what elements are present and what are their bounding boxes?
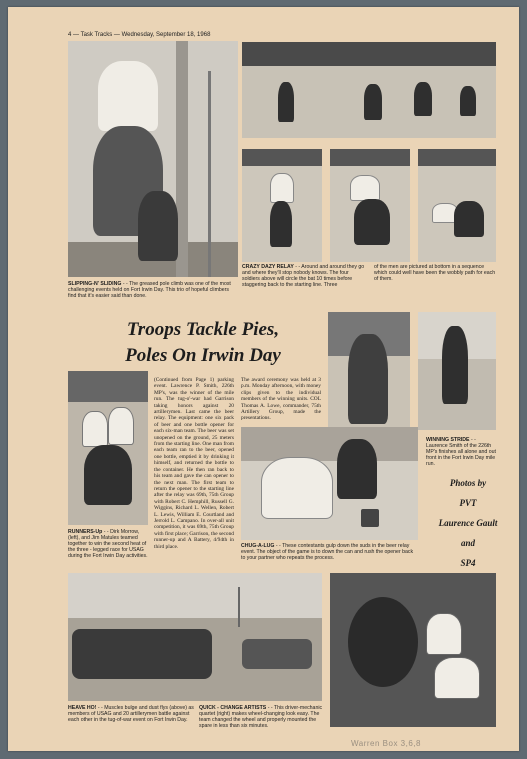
- page-header: 4 — Task Tracks — Wednesday, September 18, 1968: [68, 32, 211, 38]
- article-column-1: (Continued from Page 1) parking event. Lawrence P. Smith, 226th MP's, was the winner of the mile run. The tug-o'-war had Garrison taking honors against 20 artillerymen. Last came the beer relay. The equipment: one six pack of beer and one bottle opener for each six-man team. The beer was set unopened on the ground, 25 meters from the starting line. One man from each team ran to the beer, opened one bottle, emptied it by drinking it himself, and returned the bottle to the container. He then ran back to his team and gave the can opener to the next man. The first team to return the opener to the starting line after the relay was 69th, 75th Group with Robert C. Hemphill, Russell G. Wiggins, Richard L. Wellen, Robert L. Lewis, William E. Courtland and Jerrold L. Campano. In over-all unit competition, it was 69th, 75th Group with first place; Garrison, the second runner-up and A Battery, 4/94th in third place.: [154, 377, 234, 550]
- caption-greased-pole: [68, 281, 238, 307]
- caption-title: CHUG-A-LUG: [241, 543, 275, 549]
- photo-relay-sequence-3: [418, 149, 496, 262]
- caption-text: - - These contestants gulp down the suds in the beer relay event. The object of the game is to down the can and rush the opener back to your partner who repeats the process.: [241, 543, 414, 561]
- caption-title: HEAVE HO!: [68, 705, 97, 711]
- caption-title: WINNING STRIDE: [426, 437, 470, 443]
- photo-chug-a-lug: [241, 427, 418, 540]
- credit-line: Photos by: [449, 478, 487, 488]
- newspaper-page: [8, 7, 519, 751]
- caption-heave-ho: [68, 705, 194, 739]
- caption-text: - - This driver-mechanic quartet (right) makes wheel-changing look easy. The team changed the wheel and properly mounted the spare in less than six minutes.: [199, 705, 323, 729]
- headline: [88, 317, 318, 369]
- caption-quick-change: [199, 705, 327, 739]
- caption-title: SLIPPING-N' SLIDING: [68, 281, 122, 287]
- caption-title: QUICK - CHANGE ARTISTS: [199, 705, 267, 711]
- credit-line: and: [460, 538, 475, 548]
- headline-line-1: Troops Tackle Pies,: [126, 319, 280, 340]
- caption-relay-cont: [374, 264, 496, 286]
- headline-line-2: Poles On Irwin Day: [125, 345, 281, 366]
- article-column-2: The award ceremony was held at 3 p.m. Monday afternoon, with money clips given to the individual members of the winning units. COL Thomas A. Lowe, commander, 75th Artillery Group, made the presentations.: [241, 377, 321, 422]
- caption-relay: [242, 264, 368, 298]
- caption-runners: [68, 529, 148, 573]
- photo-relay-sequence-2: [330, 149, 410, 262]
- caption-text: of the men are pictured at bottom in a sequence which could well have been the wobbly path for each of them.: [374, 264, 496, 282]
- photo-winning-stride: [418, 312, 496, 430]
- credit-line: SP4: [460, 558, 476, 568]
- photo-relay-sequence-1: [242, 149, 322, 262]
- photo-wheel-change: [330, 573, 496, 727]
- photo-greased-pole: [68, 41, 238, 277]
- caption-text: - - Dirk Morrow, (left), and Jim Matules teamed together to win the second heat of the three - legged race for USAG during the Fort Irwin Day activities.: [68, 529, 148, 559]
- photo-runners: [68, 371, 148, 525]
- caption-title: CRAZY DAZY RELAY: [242, 264, 294, 270]
- photo-relay-field: [242, 42, 496, 138]
- caption-text: - - Around and around they go and where they'll stop nobody knows. The four soldiers above will circle the bat 10 times before staggering back to the starting line. Three: [242, 264, 365, 288]
- caption-text: - - Laurence Smith of the 226th MP's finishes all alone and out front in the Fort Irwin Day mile run.: [426, 437, 496, 467]
- credit-line: PVT: [459, 498, 477, 508]
- caption-title: RUNNERS-Up: [68, 529, 103, 535]
- archive-stamp: Warren Box 3,6,8: [351, 739, 421, 748]
- caption-text: - - The greased pole climb was one of the most challenging events held on Fort Irwin Day. This trio of hopeful climbers find that it's easier said than done.: [68, 281, 231, 299]
- photo-heave-ho: [68, 573, 322, 701]
- caption-text: - - Muscles bulge and dust flys (above) as members of USAG and 20 artillerymen battle against each other in the tug-of-war event on Fort Irwin Day.: [68, 705, 194, 723]
- credit-line: Laurence Gault: [438, 518, 498, 528]
- caption-winning-stride: [426, 437, 498, 467]
- caption-chug-a-lug: [241, 543, 418, 569]
